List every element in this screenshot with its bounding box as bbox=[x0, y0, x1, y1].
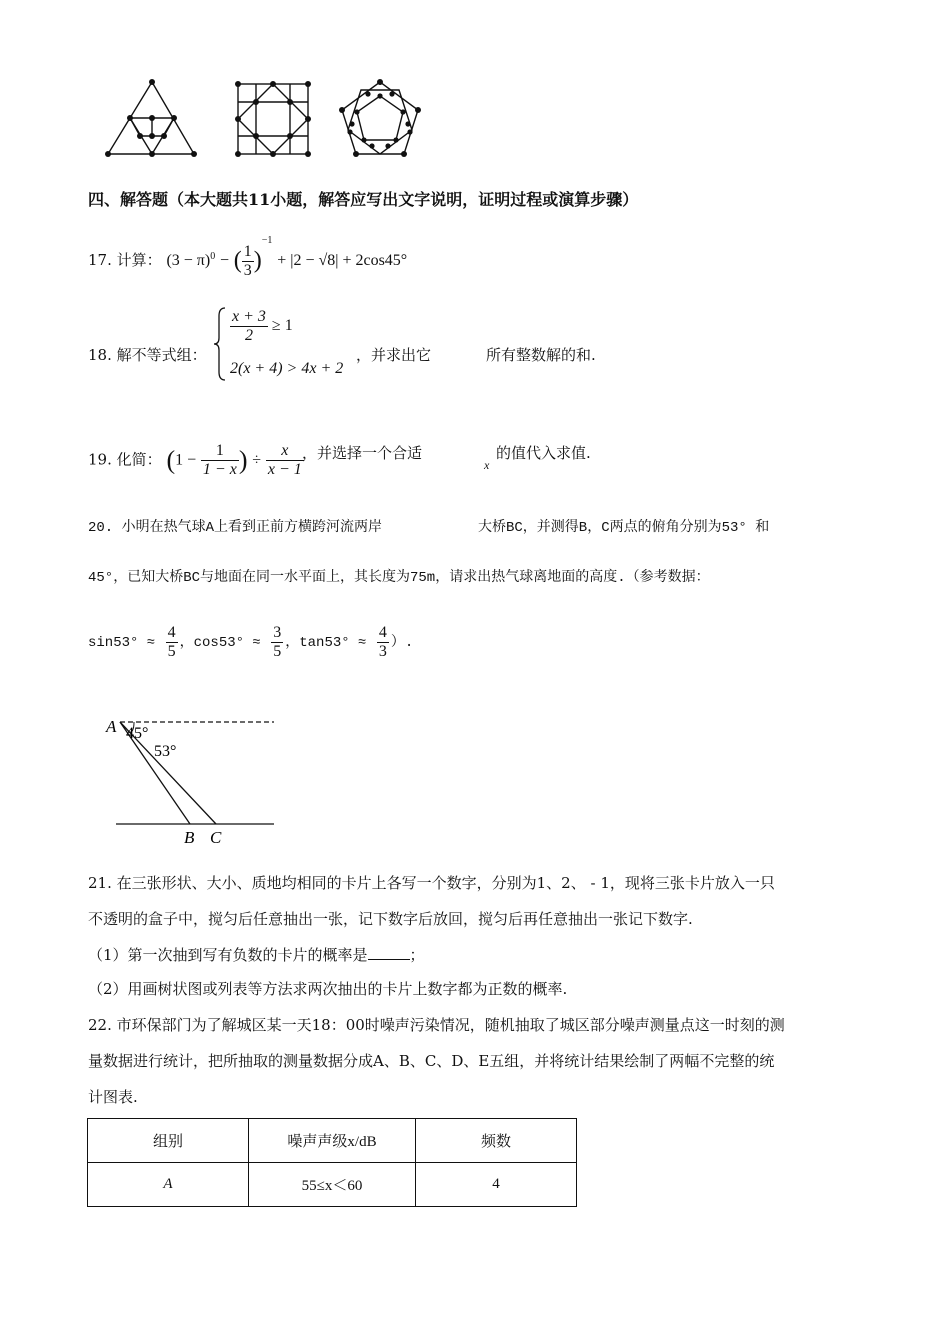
label-53: 53° bbox=[154, 743, 177, 760]
q20-line1b: 大桥BC，并测得B，C两点的俯角分别为53° 和 bbox=[478, 520, 770, 536]
q20-sin-den: 5 bbox=[167, 643, 176, 660]
table-cell-group: A bbox=[88, 1163, 249, 1207]
label-C: C bbox=[210, 828, 222, 847]
q19-f1-den: 1 − x bbox=[202, 461, 237, 478]
q19-x-small: x bbox=[484, 458, 490, 472]
q20-tan-den: 3 bbox=[378, 643, 387, 660]
q17-frac-den: 3 bbox=[243, 261, 252, 279]
q18-ineq1-den: 2 bbox=[244, 327, 253, 344]
pentagon-figure bbox=[342, 82, 418, 154]
q18-tail-1: ，并求出它 bbox=[356, 346, 432, 364]
table-row bbox=[88, 1163, 577, 1207]
q19-fraction-1 bbox=[201, 442, 239, 479]
q19-label: 化简： bbox=[116, 450, 162, 469]
q20-cos-num: 3 bbox=[273, 624, 282, 641]
q22-line3: 计图表. bbox=[88, 1088, 138, 1106]
q19-one: 1 − bbox=[175, 451, 197, 469]
q17-rest: + |2 − √8| + 2cos45° bbox=[277, 252, 408, 269]
q20-line1a: 20. 小明在热气球A上看到正前方横跨河流两岸 bbox=[88, 520, 383, 536]
table-header-group: 组别 bbox=[88, 1119, 249, 1163]
section-title: 四、解答题（本大题共11小题，解答应写出文字说明，证明过程或演算步骤） bbox=[88, 190, 639, 209]
q19-number: 19. bbox=[88, 450, 112, 469]
q19-tail-2: 的值代入求值. bbox=[496, 444, 591, 462]
label-B: B bbox=[184, 828, 195, 847]
q18-tail-2: 所有整数解的和. bbox=[486, 346, 596, 364]
q17-term-a: (3 − π) bbox=[166, 252, 211, 269]
q19-div: ÷ bbox=[252, 451, 262, 469]
q19-f2-num: x bbox=[266, 442, 304, 461]
question-17: 17. 计算： $(3 - \pi)^0$ − ( $\frac{1}{3}$ )$^{-1}$ + |2 − √8| + 2cos45° bbox=[88, 235, 408, 279]
pattern-figures bbox=[100, 76, 430, 166]
q20-line2: 45°，已知大桥BC与地面在同一水平面上，其长度为75m，请求出热气球离地面的高度.（参考数据： bbox=[88, 570, 710, 586]
q18-ineq1-num: x + 3 bbox=[232, 308, 266, 325]
label-45: 45° bbox=[126, 725, 149, 742]
q18-inequality-2: 2(x + 4) > 4x + 2 bbox=[230, 360, 344, 377]
q17-frac-num: 1 bbox=[243, 242, 252, 260]
q20-cos-den: 5 bbox=[273, 643, 282, 660]
label-A: A bbox=[106, 717, 117, 736]
q21-part1 bbox=[88, 944, 425, 965]
q19-fraction-2 bbox=[266, 442, 304, 479]
q17-exp-neg1: −1 bbox=[261, 235, 273, 246]
q17-label: 计算： bbox=[116, 251, 162, 269]
q18-number-label bbox=[88, 344, 207, 365]
q18-label: 解不等式组： bbox=[116, 346, 207, 364]
q21-line1: 21. 在三张形状、大小、质地均相同的卡片上各写一个数字，分别为1、2、 - 1，现将三张卡片放入一只 bbox=[88, 874, 775, 892]
q20-reference-values bbox=[88, 624, 413, 661]
q17-exp0: 0 bbox=[210, 251, 216, 262]
frequency-table bbox=[87, 1118, 577, 1207]
triangle-dots bbox=[105, 79, 197, 157]
q19-f2-den: x − 1 bbox=[267, 461, 302, 478]
q17-number: 17. bbox=[88, 251, 112, 269]
q22-line2: 量数据进行统计，把所抽取的测量数据分成A、B、C、D、E五组，并将统计结果绘制了两幅不完整的统 bbox=[88, 1052, 775, 1070]
q20-sin-label: sin53° ≈ bbox=[88, 635, 156, 652]
table-header-frequency: 频数 bbox=[416, 1119, 577, 1163]
q20-tan-num: 4 bbox=[378, 624, 387, 641]
q17-minus: − bbox=[219, 252, 230, 269]
q17-fraction bbox=[242, 243, 254, 280]
q21-part1-end: ； bbox=[409, 946, 425, 964]
q21-line2: 不透明的盒子中，搅匀后任意抽出一张，记下数字后放回，搅匀后再任意抽出一张记下数字. bbox=[88, 910, 693, 928]
table-header-row bbox=[88, 1119, 577, 1163]
table-cell-frequency: 4 bbox=[416, 1163, 577, 1207]
square-figure bbox=[238, 84, 308, 154]
q20-sin-num: 4 bbox=[167, 624, 176, 641]
table-header-noise-level: 噪声声级x/dB bbox=[249, 1119, 416, 1163]
question-19: 19. 化简： (1 − $\frac{1}{1 - x}$ ) ÷ $\frac{x}{x - 1}$ bbox=[88, 442, 302, 478]
q18-number: 18. bbox=[88, 346, 112, 364]
q20-cos-label: ，cos53° ≈ bbox=[179, 635, 261, 652]
q18-ineq1-rhs: ≥ 1 bbox=[271, 317, 293, 335]
q21-part1-text: （1）第一次抽到写有负数的卡片的概率是 bbox=[88, 946, 368, 964]
q22-line1: 22. 市环保部门为了解城区某一天18：00时噪声污染情况，随机抽取了城区部分噪声测量点这一时刻的测 bbox=[88, 1016, 785, 1034]
q21-answer-blank[interactable] bbox=[368, 945, 410, 960]
q18-inequality-1 bbox=[230, 308, 293, 345]
balloon-bridge-figure bbox=[96, 712, 286, 848]
q18-brace bbox=[213, 306, 227, 382]
square-dots bbox=[235, 81, 311, 157]
q21-part2: （2）用画树状图或列表等方法求两次抽出的卡片上数字都为正数的概率. bbox=[88, 980, 568, 998]
q20-tan-label: ，tan53° ≈ bbox=[285, 635, 367, 652]
q19-tail-1: ，并选择一个合适 bbox=[302, 444, 423, 462]
q19-f1-num: 1 bbox=[201, 442, 239, 461]
q20-end: ）. bbox=[390, 635, 414, 652]
table-cell-noise-level: 55≤x＜60 bbox=[249, 1163, 416, 1207]
